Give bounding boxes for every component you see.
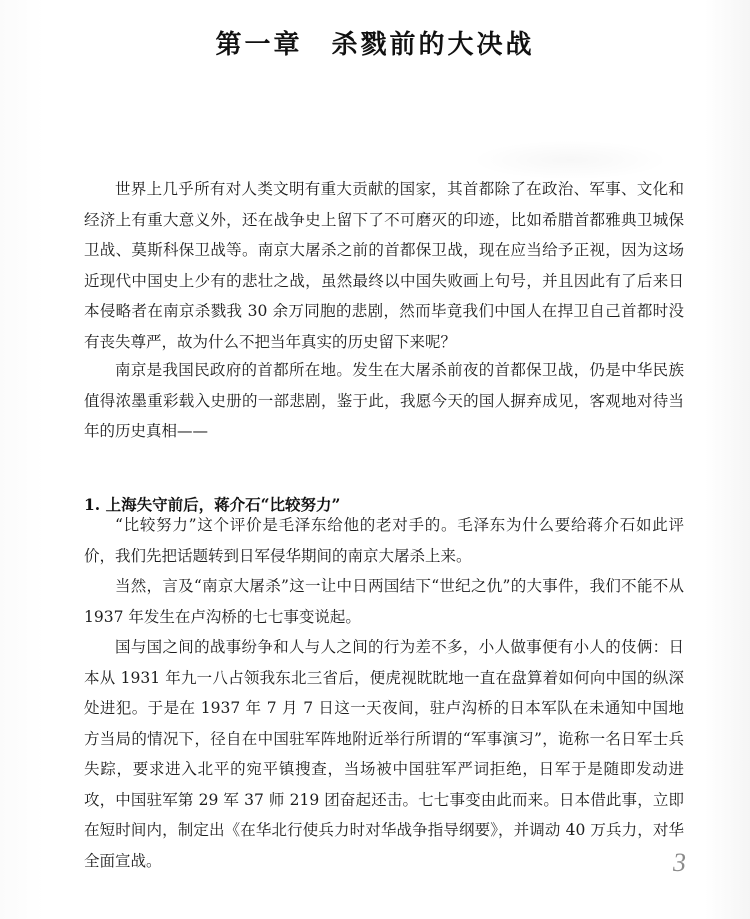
body-paragraph: 当然，言及“南京大屠杀”这一让中日两国结下“世纪之仇”的大事件，我们不能不从 1937 年发生在卢沟桥的七七事变说起。 [84,577,684,626]
body-paragraph: 国与国之间的战事纷争和人与人之间的行为差不多，小人做事便有小人的伎俩：日本从 1931 年九一八占领我东北三省后，便虎视眈眈地一直在盘算着如何向中国的纵深处进犯。于是在 1937 年 7 月 7 日这一天夜间，驻卢沟桥的日本军队在未通知中国地方当局的情况下，径自在中国驻军阵地附近举行所谓的“军事演习”，诡称一名日军士兵失踪，要求进入北平的宛平镇搜查，当场被中国驻军严词拒绝，日军于是随即发动进攻，中国驻军第 29 军 37 师 219 团奋起还击。七七事变由此而来。日本借此事，立即在短时间内，制定出《在华北行使兵力时对华战争指导纲要》，并调动 40 万兵力，对华全面宣战。 [84,638,684,870]
page-number: 3 [673,848,686,877]
body-paragraph: “比较努力”这个评价是毛泽东给他的老对手的。毛泽东为什么要给蒋介石如此评价，我们先把话题转到日军侵华期间的南京大屠杀上来。 [84,516,684,565]
chapter-title: 第一章 杀戮前的大决战 [215,30,535,61]
body-paragraph: 世界上几乎所有对人类文明有重大贡献的国家，其首都除了在政治、军事、文化和经济上有重大意义外，还在战争史上留下了不可磨灭的印迹，比如希腊首都雅典卫城保卫战、莫斯科保卫战等。南京大屠杀之前的首都保卫战，现在应当给予正视，因为这场近现代中国史上少有的悲壮之战，虽然最终以中国失败画上句号，并且因此有了后来日本侵略者在南京杀戮我 30 余万同胞的悲剧，然而毕竟我们中国人在捍卫自己首都时没有丧失尊严，故为什么不把当年真实的历史留下来呢？ [84,180,684,351]
section-heading: 1. 上海失守前后，蒋介石“比较努力” [84,494,341,514]
body-paragraph: 南京是我国民政府的首都所在地。发生在大屠杀前夜的首都保卫战，仍是中华民族值得浓墨重彩载入史册的一部悲剧，鉴于此，我愿今天的国人摒弃成见，客观地对待当年的历史真相—— [84,361,684,440]
